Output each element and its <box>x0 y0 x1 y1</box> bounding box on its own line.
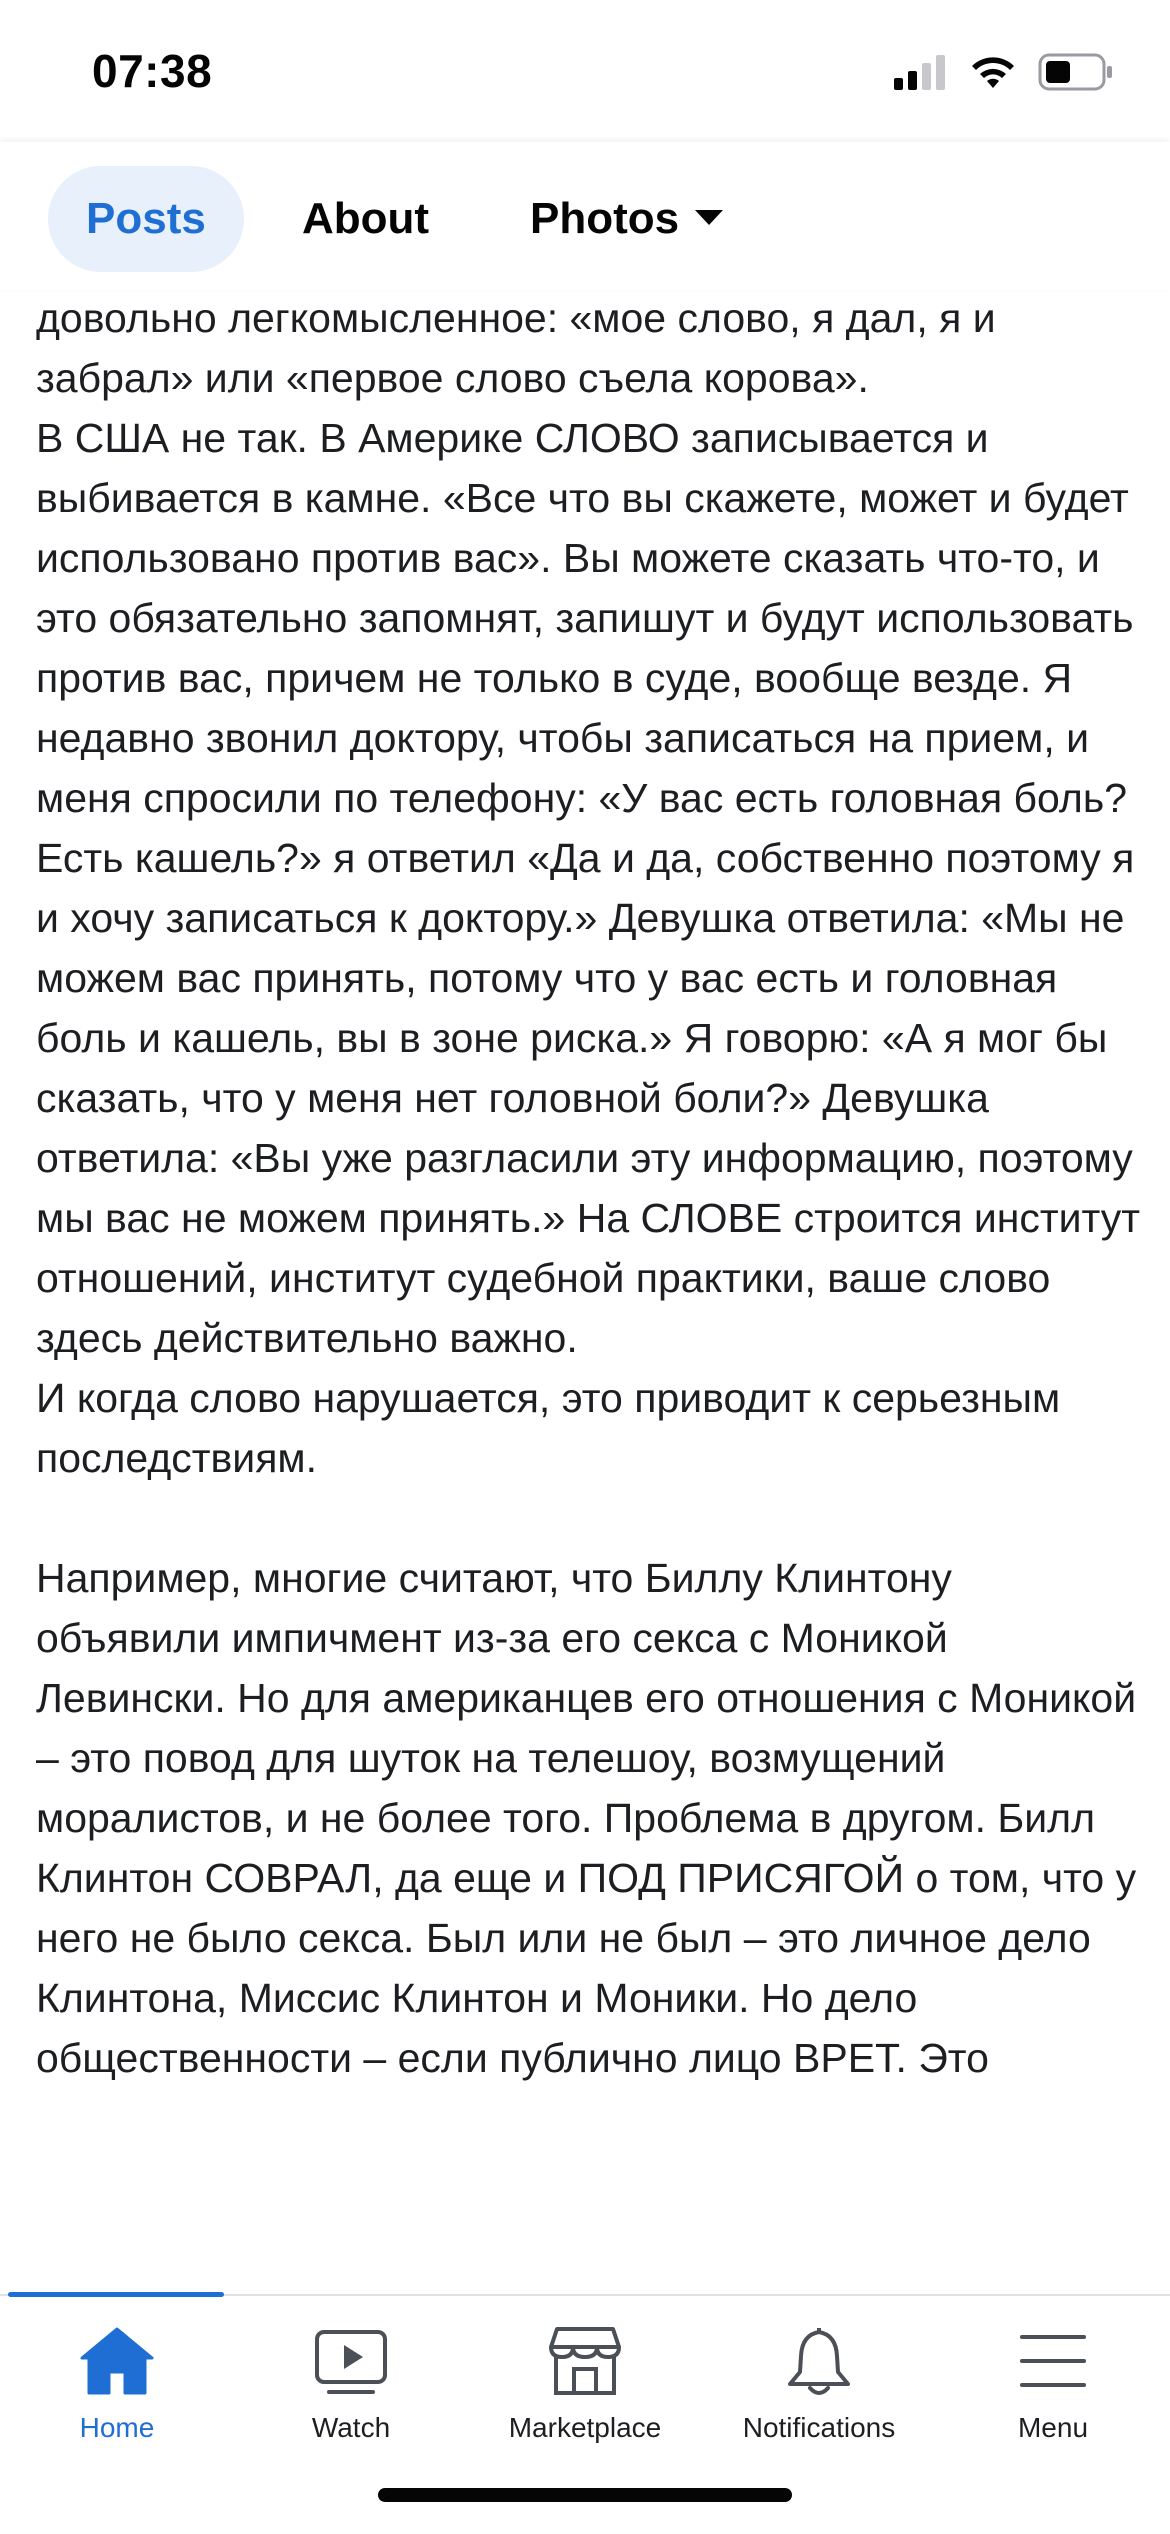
status-icons <box>892 52 1114 92</box>
tab-posts-label: Posts <box>86 194 206 243</box>
status-time: 07:38 <box>92 45 213 97</box>
profile-tabs <box>0 142 1170 290</box>
tab-about-label: About <box>302 194 430 243</box>
paragraph-spacer <box>36 1488 1146 1548</box>
battery-icon <box>1038 53 1114 91</box>
home-icon <box>0 2316 234 2406</box>
nav-notifications-label: Notifications <box>742 2412 896 2443</box>
active-tab-indicator <box>8 2292 224 2297</box>
nav-home-label: Home <box>79 2412 155 2443</box>
tab-about[interactable] <box>264 166 467 272</box>
nav-watch-label: Watch <box>311 2412 391 2443</box>
post-paragraph: Например, многие считают, что Биллу Клинтону объявили импичмент из-за его секса с Моникой Левински. Но для американцев его отношения с Моникой – это повод для шуток на телешоу, возмущений моралистов, и не более того. Проблема в другом. Билл Клинтон СОВРАЛ, да еще и ПОД ПРИСЯГОЙ о том, что у него не было секса. Был или не был – это личное дело Клинтона, Миссис Клинтон и Моники. Но дело общественности – если публично лицо ВРЕТ. Это <box>36 1555 1148 2081</box>
nav-menu[interactable] <box>936 2316 1170 2466</box>
nav-menu-label: Menu <box>1017 2412 1089 2443</box>
home-indicator[interactable] <box>378 2488 792 2502</box>
watch-icon <box>234 2316 468 2406</box>
nav-notifications[interactable] <box>702 2316 936 2466</box>
post-paragraph: И когда слово нарушается, это приводит к серьезным последствиям. <box>36 1375 1072 1481</box>
cellular-signal-icon <box>892 54 948 90</box>
post-text <box>36 288 1152 2294</box>
bell-icon <box>702 2316 936 2406</box>
status-bar <box>0 0 1170 142</box>
post-paragraph: В США не так. В Америке СЛОВО записывается и выбивается в камне. «Все что вы скажете, может и будет использовано против вас». Вы можете сказать что-то, и это обязательно запомнят, запишут и будут использовать против вас, причем не только в суде, вообще везде. Я недавно звонил доктору, чтобы записаться на прием, и меня спросили по телефону: «У вас есть головная боль? Есть кашель?» я ответил «Да и да, собственно поэтому я и хочу записаться к доктору.» Девушка ответила: «Мы не можем вас принять, потому что у вас есть и головная боль и кашель, вы в зоне риска.» Я говорю: «А я мог бы сказать, что у меня нет головной боли?» Девушка ответила: «Вы уже разгласили эту информацию, поэтому мы вас не можем принять.» На СЛОВЕ строится институт отношений, институт судебной практики, ваше слово здесь действительно важно. <box>36 415 1152 1361</box>
nav-home[interactable] <box>0 2316 234 2466</box>
tab-posts[interactable] <box>48 166 244 272</box>
marketplace-icon <box>468 2316 702 2406</box>
post-paragraph: довольно легкомысленное: «мое слово, я дал, я и забрал» или «первое слово съела корова». <box>36 295 1008 401</box>
nav-marketplace-label: Marketplace <box>508 2412 662 2443</box>
nav-watch[interactable] <box>234 2316 468 2466</box>
tab-photos[interactable] <box>492 166 761 272</box>
menu-icon <box>936 2316 1170 2406</box>
wifi-icon <box>968 54 1018 90</box>
tab-photos-label: Photos <box>530 194 680 243</box>
nav-marketplace[interactable] <box>468 2316 702 2466</box>
caret-down-icon <box>695 210 723 225</box>
